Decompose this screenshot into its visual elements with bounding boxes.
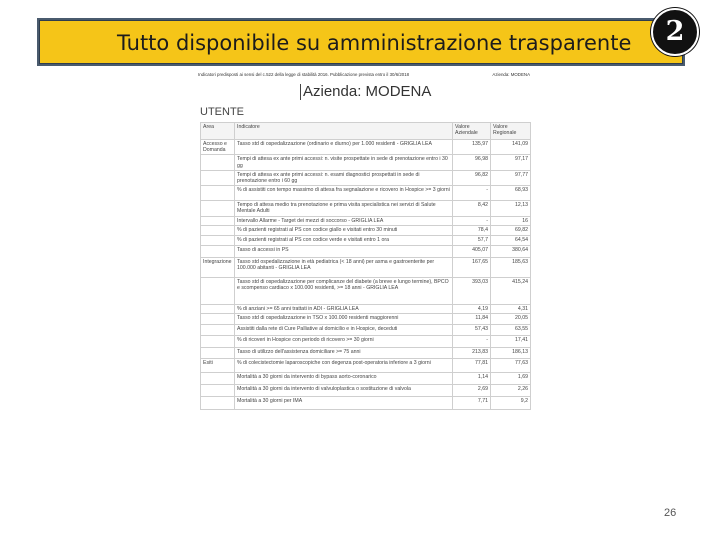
cell-indicatore: % di colecistectomie laparoscopiche con degenza post-operatoria inferiore a 3 giorni — [235, 359, 453, 373]
cell-indicatore: Tasso di utilizzo dell'assistenza domiciliare >= 75 anni — [235, 348, 453, 359]
cell-valore-regionale: 64,54 — [491, 235, 531, 245]
table-row — [201, 245, 531, 257]
table-row — [201, 216, 531, 225]
cell-valore-regionale: 4,31 — [491, 304, 531, 313]
table-row — [201, 186, 531, 201]
table-row — [201, 277, 531, 304]
cell-valore-regionale: 380,64 — [491, 245, 531, 257]
cell-area: Accesso e Domanda — [201, 140, 235, 155]
cell-valore-aziendale: 213,83 — [453, 348, 491, 359]
cell-area — [201, 385, 235, 397]
cell-indicatore: % di anziani >= 65 anni trattati in ADI - GRIGLIA LEA — [235, 304, 453, 313]
cell-indicatore: Tasso std di ospedalizzazione (ordinario e diurno) per 1.000 residenti - GRIGLIA LEA — [235, 140, 453, 155]
cell-valore-regionale: 186,13 — [491, 348, 531, 359]
cell-valore-aziendale: 96,82 — [453, 170, 491, 185]
cell-area — [201, 373, 235, 385]
cell-valore-regionale: 97,17 — [491, 155, 531, 170]
cell-indicatore: % di pazienti registrati al PS con codice verde e visitati entro 1 ora — [235, 235, 453, 245]
cell-valore-regionale: 77,63 — [491, 359, 531, 373]
cell-valore-aziendale: - — [453, 186, 491, 201]
cell-area — [201, 155, 235, 170]
cell-area — [201, 397, 235, 410]
table-row — [201, 359, 531, 373]
cell-area — [201, 201, 235, 216]
header-area: Area — [201, 123, 235, 140]
table-row — [201, 201, 531, 216]
cell-valore-regionale: 16 — [491, 216, 531, 225]
cell-valore-aziendale: 57,7 — [453, 235, 491, 245]
cell-valore-aziendale: 78,4 — [453, 225, 491, 235]
cell-valore-regionale: 2,26 — [491, 385, 531, 397]
cell-valore-regionale: 63,55 — [491, 325, 531, 336]
cell-valore-regionale: 1,69 — [491, 373, 531, 385]
cell-valore-aziendale: 77,81 — [453, 359, 491, 373]
cell-valore-aziendale: 167,65 — [453, 257, 491, 277]
table-row — [201, 170, 531, 185]
cell-valore-aziendale: - — [453, 336, 491, 348]
cell-area — [201, 304, 235, 313]
document-header — [198, 72, 532, 77]
cell-indicatore: Tasso std di ospedalizzazione per complicanze del diabete (a breve e lungo termine), BPCO e scompenso cardiaco x 100.000 residenti, >= 18 anni - GRIGLIA LEA — [235, 277, 453, 304]
cell-area — [201, 336, 235, 348]
cell-valore-aziendale: 135,97 — [453, 140, 491, 155]
cell-indicatore: Mortalità a 30 giorni da intervento di bypass aorto-coronarico — [235, 373, 453, 385]
cell-valore-aziendale: 11,84 — [453, 314, 491, 325]
table-header-row — [201, 123, 531, 140]
company-title: Azienda: MODENA — [300, 84, 431, 100]
cell-valore-aziendale: 8,42 — [453, 201, 491, 216]
table-row — [201, 336, 531, 348]
cell-indicatore: Tempi di attesa ex ante primi accessi: n. esami diagnostici prospettati in sede di prenotazione entro i 60 gg — [235, 170, 453, 185]
cell-area — [201, 277, 235, 304]
header-indicatore: Indicatore — [235, 123, 453, 140]
cell-area — [201, 245, 235, 257]
cell-area — [201, 170, 235, 185]
cell-valore-aziendale: 2,69 — [453, 385, 491, 397]
table-row — [201, 304, 531, 313]
cell-valore-aziendale: 4,19 — [453, 304, 491, 313]
slide-title-bar — [37, 18, 685, 66]
cell-valore-aziendale: 393,03 — [453, 277, 491, 304]
table-row — [201, 385, 531, 397]
table-row — [201, 155, 531, 170]
cell-indicatore: Mortalità a 30 giorni da intervento di valvuloplastica o sostituzione di valvola — [235, 385, 453, 397]
cell-area: Esiti — [201, 359, 235, 373]
cell-area: Integrazione — [201, 257, 235, 277]
cell-valore-aziendale: 7,71 — [453, 397, 491, 410]
cell-valore-regionale: 68,93 — [491, 186, 531, 201]
cell-area — [201, 186, 235, 201]
table-row — [201, 225, 531, 235]
cell-valore-regionale: 12,13 — [491, 201, 531, 216]
cell-valore-regionale: 141,09 — [491, 140, 531, 155]
table-row — [201, 397, 531, 410]
cell-indicatore: % di ricoveri in Hospice con periodo di ricovero >= 30 giorni — [235, 336, 453, 348]
cell-indicatore: Assistiti dalla rete di Cure Palliative al domicilio e in Hospice, deceduti — [235, 325, 453, 336]
cell-valore-aziendale: - — [453, 216, 491, 225]
table-row — [201, 373, 531, 385]
header-valore-regionale: Valore Regionale — [491, 123, 531, 140]
cell-valore-regionale: 97,77 — [491, 170, 531, 185]
table-row — [201, 140, 531, 155]
indicator-table-wrapper — [200, 122, 530, 530]
table-row — [201, 235, 531, 245]
header-valore-aziendale: Valore Aziendale — [453, 123, 491, 140]
cell-valore-regionale: 185,63 — [491, 257, 531, 277]
cell-valore-aziendale: 1,14 — [453, 373, 491, 385]
document-header-left: Indicatori predisposti ai sensi del c.522 della legge di stabilità 2016. Pubblicazione prevista entro il 30/6/2018 — [198, 72, 410, 77]
cell-indicatore: Tempo di attesa medio tra prenotazione e prima visita specialistica nei servizi di Salute Mentale Adulti — [235, 201, 453, 216]
section-title: UTENTE — [200, 106, 244, 118]
cell-valore-regionale: 69,82 — [491, 225, 531, 235]
cell-indicatore: Tasso di accessi in PS — [235, 245, 453, 257]
cell-valore-regionale: 415,24 — [491, 277, 531, 304]
table-row — [201, 314, 531, 325]
indicator-table — [200, 122, 531, 410]
cell-area — [201, 225, 235, 235]
cell-valore-aziendale: 96,98 — [453, 155, 491, 170]
cell-valore-regionale: 17,41 — [491, 336, 531, 348]
cell-area — [201, 325, 235, 336]
cell-valore-aziendale: 57,43 — [453, 325, 491, 336]
cell-area — [201, 216, 235, 225]
cell-indicatore: Tasso std ospedalizzazione in età pediatrica (< 18 anni) per asma e gastroenterite per 100.000 abitanti - GRIGLIA LEA — [235, 257, 453, 277]
cell-valore-aziendale: 405,07 — [453, 245, 491, 257]
cell-valore-regionale: 9,2 — [491, 397, 531, 410]
cell-area — [201, 348, 235, 359]
document-header-right: Azienda: MODENA — [492, 72, 530, 77]
table-row — [201, 348, 531, 359]
cell-indicatore: % di assistiti con tempo massimo di attesa fra segnalazione e ricovero in Hospice >= 3 giorni — [235, 186, 453, 201]
table-body — [201, 140, 531, 410]
cell-indicatore: Tasso std di ospedalizzazione in TSO x 100.000 residenti maggiorenni — [235, 314, 453, 325]
cell-indicatore: Intervallo Allarme - Target dei mezzi di soccorso - GRIGLIA LEA — [235, 216, 453, 225]
cell-indicatore: % di pazienti registrati al PS con codice giallo e visitati entro 30 minuti — [235, 225, 453, 235]
page-number: 26 — [664, 507, 677, 519]
cell-area — [201, 235, 235, 245]
cell-indicatore: Tempi di attesa ex ante primi accessi: n. visite prospettate in sede di prenotazione entro i 30 gg — [235, 155, 453, 170]
document-image — [196, 70, 534, 532]
cell-indicatore: Mortalità a 30 giorni per IMA — [235, 397, 453, 410]
cell-valore-regionale: 20,05 — [491, 314, 531, 325]
slide-number-badge: 2 — [651, 8, 699, 56]
cell-area — [201, 314, 235, 325]
table-row — [201, 257, 531, 277]
slide-title: Tutto disponibile su amministrazione trasparente — [117, 31, 632, 55]
table-row — [201, 325, 531, 336]
